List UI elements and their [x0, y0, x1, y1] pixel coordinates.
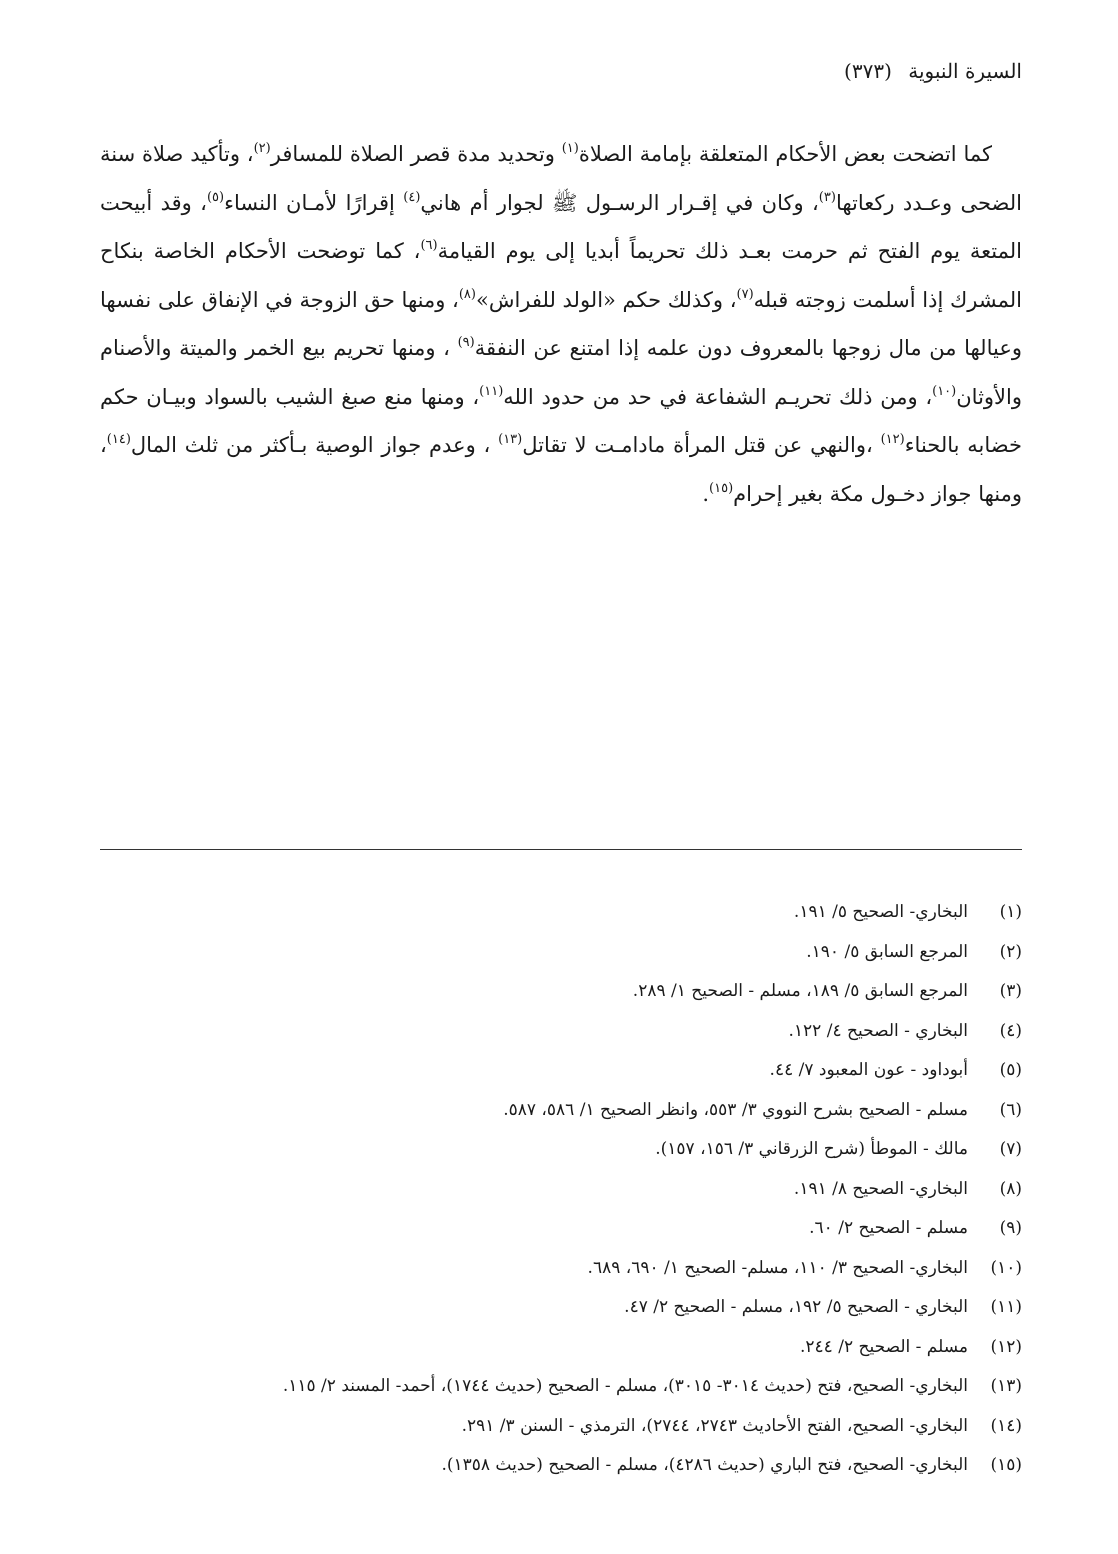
- footnote-number: (١٠): [990, 1257, 1022, 1278]
- text-run: ، وقد أبيحت المتعة يوم الفتح ثم حرمت بعـد ذلك تحريماً أبديا إلى يوم القيامة: [100, 190, 1022, 263]
- footnote-ref-9: (٩): [457, 335, 475, 350]
- footnote-ref-13: (١٣): [498, 432, 523, 447]
- footnote-separator: [100, 849, 1022, 850]
- footnote-number: (٢): [999, 941, 1022, 962]
- running-header-title: السيرة النبوية: [908, 59, 1022, 83]
- page-number: (٣٧٣): [844, 59, 892, 83]
- footnote-text: مسلم - الصحيح ٢/ ٦٠.: [809, 1218, 968, 1238]
- text-run: كما اتضحت بعض الأحكام المتعلقة بإمامة الصلاة: [578, 142, 992, 166]
- text-run: .: [702, 481, 710, 506]
- footnote-item: [100, 1170, 1022, 1210]
- footnote-text: البخاري- الصحيح، فتح الباري (حديث ٤٢٨٦)، مسلم - الصحيح (حديث ١٣٥٨).: [441, 1455, 968, 1475]
- text-run: ، وعدم جواز الوصية بـأكثر من ثلث المال: [130, 433, 499, 457]
- footnote-text: مسلم - الصحيح ٢/ ٢٤٤.: [800, 1336, 968, 1357]
- text-run: ، ومن ذلك تحريـم الشفاعة في حد من حدود الله: [503, 384, 933, 409]
- footnote-ref-7: (٧): [736, 286, 754, 302]
- footnote-text: البخاري- الصحيح ٥/ ١٩١.: [793, 902, 968, 922]
- footnote-number: (١٢): [990, 1336, 1022, 1357]
- footnote-ref-1: (١): [561, 141, 579, 156]
- footnote-item: [100, 1209, 1022, 1249]
- footnote-item: [100, 1249, 1022, 1289]
- footnote-ref-12: (١٢): [880, 432, 905, 447]
- footnote-item: [100, 1130, 1022, 1170]
- body-paragraph: [100, 130, 1022, 518]
- footnote-ref-15: (١٥): [709, 480, 734, 496]
- text-run: ، ومنها حق الزوجة في الإنفاق على نفسها وعيالها من مال زوجها بالمعروف دون علمه إذا امتنع عن النفقة: [100, 287, 1022, 360]
- footnote-item: [100, 1051, 1022, 1091]
- footnote-number: (٩): [999, 1218, 1022, 1238]
- text-run: ، ومنها تحريم بيع الخمر والميتة والأصنام والأوثان: [100, 336, 1023, 409]
- footnote-number: (١٥): [990, 1455, 1022, 1475]
- footnote-text: البخاري - الصحيح ٤/ ١٢٢.: [788, 1020, 968, 1041]
- footnote-ref-6: (٦): [420, 238, 438, 253]
- running-header: [844, 56, 1022, 86]
- footnote-number: (٣): [999, 981, 1022, 1001]
- footnote-number: (٤): [999, 1020, 1022, 1041]
- footnote-ref-2: (٢): [253, 141, 271, 156]
- text-run: ، وكان في إقـرار الرسـول ﷺ لجوار أم هاني: [420, 190, 819, 215]
- footnote-item: [100, 1288, 1022, 1328]
- footnote-item: [100, 972, 1022, 1012]
- footnote-number: (٨): [999, 1178, 1022, 1199]
- text-run: ، ومنها منع صبغ الشيب بالسواد وبيـان حكم خضابه بالحناء: [100, 384, 1022, 457]
- footnote-ref-10: (١٠): [932, 383, 957, 399]
- footnote-item: [100, 893, 1022, 933]
- footnote-text: البخاري- الصحيح، فتح (حديث ٣٠١٤- ٣٠١٥)، مسلم - الصحيح (حديث ١٧٤٤)، أحمد- المسند ٢/ ١١٥.: [282, 1376, 968, 1396]
- footnote-text: البخاري - الصحيح ٥/ ١٩٢، مسلم - الصحيح ٢/ ٤٧.: [624, 1297, 968, 1317]
- footnote-text: البخاري- الصحيح ٣/ ١١٠، مسلم- الصحيح ١/ ٦٩٠، ٦٨٩.: [587, 1257, 968, 1278]
- footnote-text: مسلم - الصحيح بشرح النووي ٣/ ٥٥٣، وانظر الصحيح ١/ ٥٨٦، ٥٨٧.: [503, 1099, 968, 1120]
- footnote-text: البخاري- الصحيح ٨/ ١٩١.: [793, 1178, 968, 1199]
- footnote-ref-4: (٤): [403, 189, 421, 205]
- footnote-number: (١): [999, 902, 1022, 922]
- footnote-ref-14: (١٤): [106, 432, 131, 447]
- footnotes-list: [100, 893, 1022, 1486]
- text-run: إقرارًا لأمـان النساء: [224, 190, 404, 215]
- footnote-ref-5: (٥): [206, 189, 225, 205]
- footnote-item: [100, 1407, 1022, 1447]
- footnote-number: (٦): [999, 1099, 1022, 1120]
- footnote-text: أبوداود - عون المعبود ٧/ ٤٤.: [769, 1060, 968, 1080]
- footnote-item: [100, 1446, 1022, 1486]
- footnote-ref-3: (٣): [818, 189, 836, 205]
- footnote-number: (٥): [999, 1060, 1022, 1080]
- text-run: ، وتأكيد صلاة سنة الضحى وعـدد ركعاتها: [100, 142, 1022, 215]
- footnote-number: (٧): [999, 1139, 1022, 1159]
- footnote-number: (١٣): [990, 1376, 1022, 1396]
- footnote-item: [100, 1367, 1022, 1407]
- text-run: ، ومنها جواز دخـول مكة بغير إحرام: [100, 433, 1022, 506]
- footnote-number: (١١): [990, 1297, 1022, 1317]
- footnote-ref-11: (١١): [479, 383, 504, 399]
- footnote-text: البخاري- الصحيح، الفتح الأحاديث ٢٧٤٣، ٢٧٤٤)، الترمذي - السنن ٣/ ٢٩١.: [461, 1415, 968, 1436]
- text-run: ، وكذلك حكم «الولد للفراش»: [475, 287, 737, 312]
- text-run: ،والنهي عن قتل المرأة مادامـت لا تقاتل: [522, 433, 881, 457]
- footnote-text: المرجع السابق ٥/ ١٨٩، مسلم - الصحيح ١/ ٢٨٩.: [632, 981, 968, 1001]
- text-run: وتحديد مدة قصر الصلاة للمسافر: [270, 142, 562, 166]
- footnote-ref-8: (٨): [458, 286, 476, 302]
- footnote-item: [100, 1091, 1022, 1131]
- text-run: ، كما توضحت الأحكام الخاصة بنكاح المشرك إذا أسلمت زوجته قبله: [100, 239, 1022, 312]
- footnote-item: [100, 933, 1022, 973]
- main-text: [100, 130, 1022, 518]
- footnote-number: (١٤): [990, 1415, 1022, 1436]
- footnote-item: [100, 1012, 1022, 1052]
- footnote-text: المرجع السابق ٥/ ١٩٠.: [806, 941, 968, 962]
- footnote-item: [100, 1328, 1022, 1368]
- footnote-text: مالك - الموطأ (شرح الزرقاني ٣/ ١٥٦، ١٥٧).: [655, 1139, 968, 1159]
